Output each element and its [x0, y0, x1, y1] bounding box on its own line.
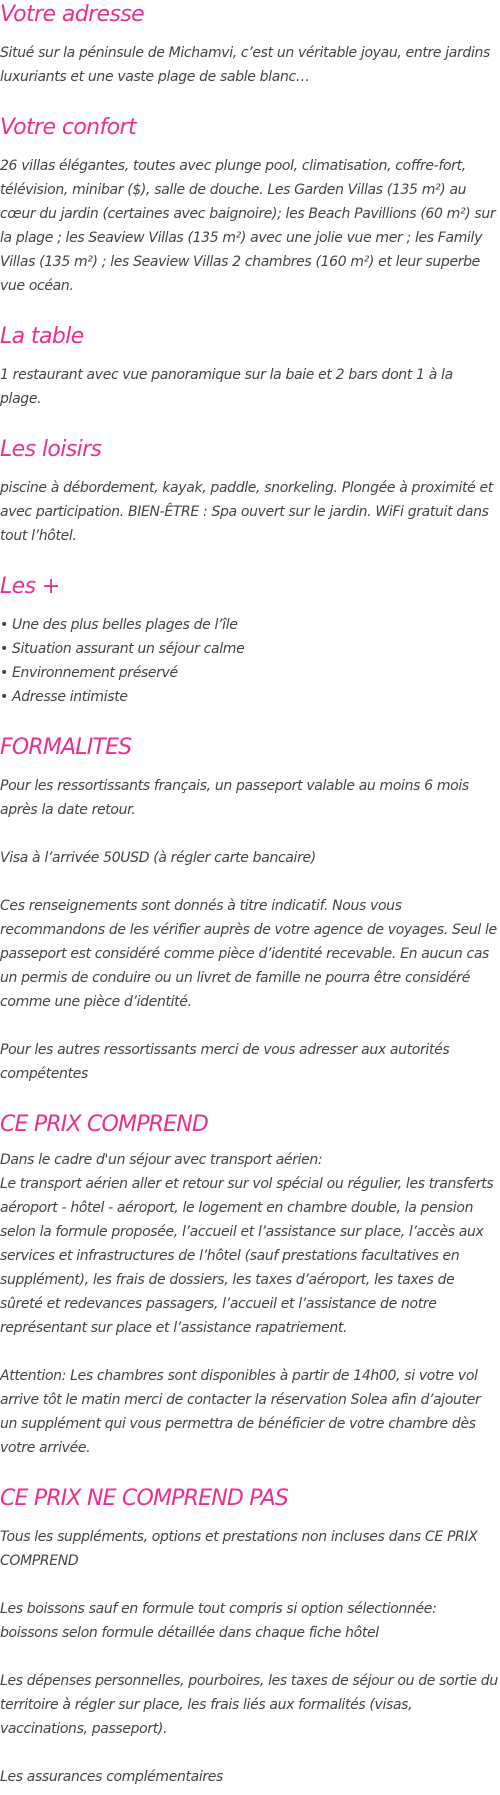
list-item: • Adresse intimiste — [0, 689, 128, 705]
formalites-paragraph-2: Visa à l’arrivée 50USD (à régler carte bancaire) — [0, 850, 316, 866]
section-title-ne-comprend: CE PRIX NE COMPREND PAS — [0, 1486, 288, 1511]
formalites-paragraph-1: Pour les ressortissants français, un passeport valable au moins 6 mois après la date retour. — [0, 778, 469, 818]
section-title-formalites: FORMALITES — [0, 735, 132, 760]
ne-comprend-paragraph-2: Les boissons sauf en formule tout compris si option sélectionnée: boissons selon formule détaillée dans chaque fiche hôtel — [0, 1601, 437, 1641]
formalites-paragraph-3: Ces renseignements sont donnés à titre indicatif. Nous vous recommandons de les vérifier auprès de votre agence de voyages. Seul le passeport est considéré comme pièce d’identité recevable. En aucun cas un permis de conduire ou un livret de famille ne pourra être considéré comme une pièce d’identité. — [0, 898, 497, 1010]
section-title-comprend: CE PRIX COMPREND — [0, 1112, 209, 1137]
section-title-confort: Votre confort — [0, 115, 136, 140]
section-title-loisirs: Les loisirs — [0, 437, 102, 462]
section-text-adresse: Situé sur la péninsule de Michamvi, c’est un véritable joyau, entre jardins luxuriants et une vaste plage de sable blanc… — [0, 45, 490, 85]
comprend-paragraph-1: Le transport aérien aller et retour sur vol spécial ou régulier, les transferts aéroport - hôtel - aéroport, le logement en chambre double, la pension selon la formule proposée, l’accueil et l’assistance sur place, l’accès aux services et infrastructures de l’hôtel (sauf prestations facultatives en supplément), les frais de dossiers, les taxes d’aéroport, les taxes de sûreté et redevances passagers, l’accueil et l’assistance de notre représentant sur place et l’assistance rapatriement. — [0, 1176, 494, 1336]
list-item: • Environnement préservé — [0, 665, 178, 681]
list-item: • Situation assurant un séjour calme — [0, 641, 245, 657]
formalites-paragraph-4: Pour les autres ressortissants merci de vous adresser aux autorités compétentes — [0, 1042, 450, 1082]
section-text-table: 1 restaurant avec vue panoramique sur la baie et 2 bars dont 1 à la plage. — [0, 367, 453, 407]
section-text-loisirs: piscine à débordement, kayak, paddle, snorkeling. Plongée à proximité et avec participation. BIEN-ÊTRE : Spa ouvert sur le jardin. WiFi gratuit dans tout l’hôtel. — [0, 480, 493, 544]
section-text-confort: 26 villas élégantes, toutes avec plunge pool, climatisation, coffre-fort, télévision, minibar ($), salle de douche. Les Garden Villas (135 m²) au cœur du jardin (certaines avec baignoire); les Beach Pavillions (60 m²) sur la plage ; les Seaview Villas (135 m²) avec une jolie vue mer ; les Family Villas (135 m²) ; les Seaview Villas 2 chambres (160 m²) et leur superbe vue océan. — [0, 158, 496, 294]
ne-comprend-paragraph-1: Tous les suppléments, options et prestations non incluses dans CE PRIX COMPREND — [0, 1529, 478, 1569]
ne-comprend-paragraph-4: Les assurances complémentaires — [0, 1769, 223, 1785]
list-item: • Une des plus belles plages de l’île — [0, 617, 238, 633]
section-title-table: La table — [0, 324, 84, 349]
highlights-list — [0, 613, 498, 709]
comprend-paragraph-2: Attention: Les chambres sont disponibles à partir de 14h00, si votre vol arrive tôt le matin merci de contacter la réservation Solea afin d’ajouter un supplément qui vous permettra de bénéficier de votre chambre dès votre arrivée. — [0, 1368, 481, 1456]
comprend-intro: Dans le cadre d'un séjour avec transport aérien: — [0, 1152, 323, 1168]
section-title-plus: Les + — [0, 574, 60, 599]
section-title-adresse: Votre adresse — [0, 2, 145, 27]
ne-comprend-paragraph-3: Les dépenses personnelles, pourboires, les taxes de séjour ou de sortie du territoire à régler sur place, les frais liés aux formalités (visas, vaccinations, passeport). — [0, 1673, 498, 1737]
